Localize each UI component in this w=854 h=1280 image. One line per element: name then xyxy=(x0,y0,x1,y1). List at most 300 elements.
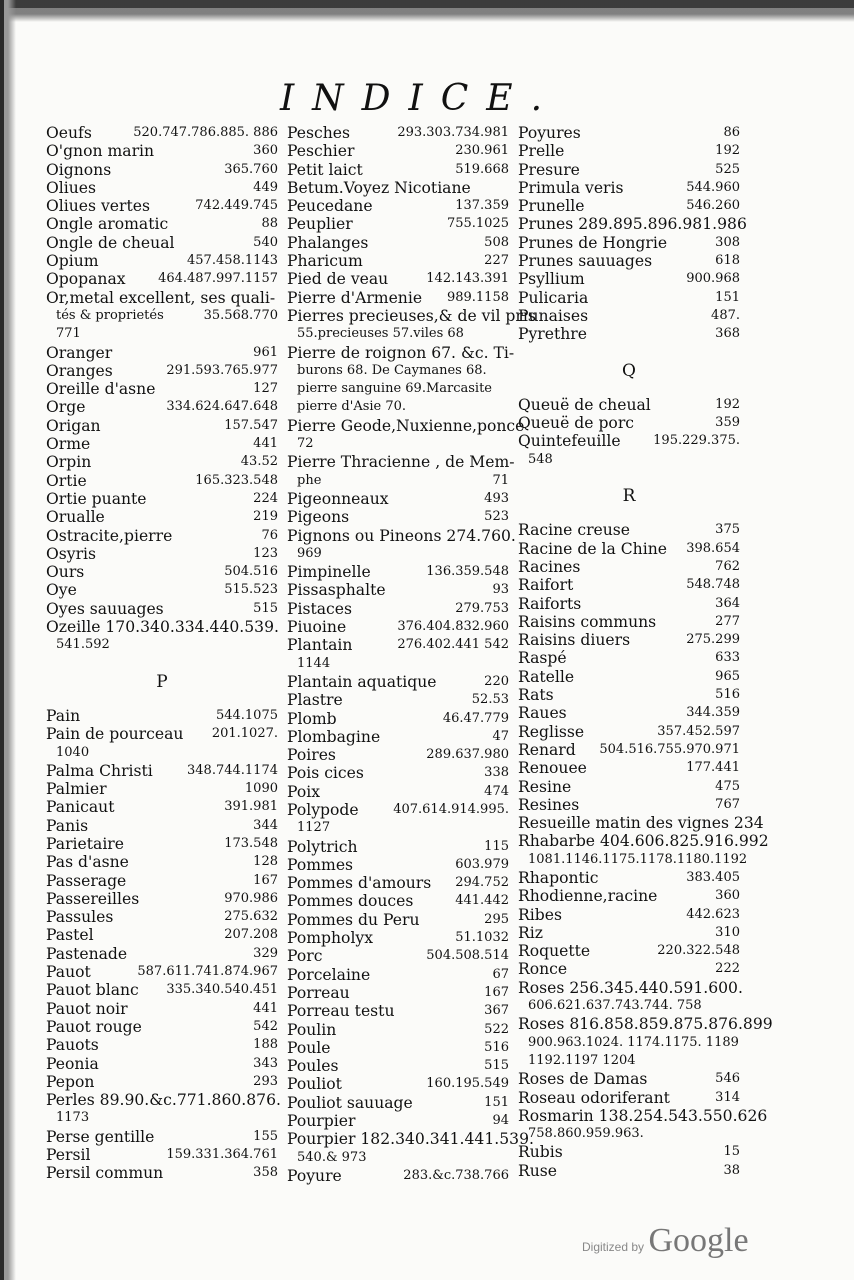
index-pages: 767 xyxy=(715,796,740,812)
index-term: Oliues xyxy=(46,178,97,197)
index-entry xyxy=(46,926,278,944)
index-entry xyxy=(46,380,278,398)
index-term: Roseau odoriferant xyxy=(518,1088,670,1107)
index-term: Pain xyxy=(46,706,81,725)
index-entry xyxy=(46,945,278,963)
index-term: Pigeons xyxy=(287,508,350,527)
index-entry xyxy=(518,1106,768,1125)
index-term: Pommes xyxy=(287,855,354,874)
index-entry xyxy=(518,924,740,942)
index-pages: 475 xyxy=(715,778,740,794)
index-pages: 289.637.980 xyxy=(426,747,509,763)
index-term: 548 xyxy=(528,451,553,467)
index-pages: 357.452.597 xyxy=(657,723,740,739)
index-pages: 368 xyxy=(715,326,740,342)
index-entry xyxy=(518,942,740,960)
index-pages: 227 xyxy=(484,253,509,269)
index-term: 969 xyxy=(297,545,322,561)
index-entry xyxy=(518,978,743,997)
digitized-label: Digitized by xyxy=(582,1240,645,1254)
scan-top-edge xyxy=(0,0,854,30)
index-entry xyxy=(518,1034,740,1052)
index-entry xyxy=(287,435,509,453)
index-term: Rats xyxy=(518,686,554,705)
index-term: Pulicaria xyxy=(518,288,589,307)
index-entry xyxy=(287,673,509,691)
index-entry xyxy=(287,984,509,1002)
index-entry xyxy=(46,798,278,816)
index-pages: 464.487.997.1157 xyxy=(158,271,278,287)
index-pages: 365.760 xyxy=(224,161,278,177)
index-entry xyxy=(46,307,278,325)
index-term: tés & proprietés xyxy=(56,307,164,323)
index-pages: 329 xyxy=(253,945,278,961)
index-term: Porreau xyxy=(287,983,350,1002)
index-entry xyxy=(287,343,515,362)
index-pages: 276.402.441 542 xyxy=(397,637,509,653)
index-pages: 546 xyxy=(715,1071,740,1087)
index-term: Ozeille 170.340.334.440.539. xyxy=(46,618,279,637)
index-term: Raisins diuers xyxy=(518,631,631,650)
index-term: Parietaire xyxy=(46,834,124,853)
index-term: Peschier xyxy=(287,142,355,161)
index-pages: 222 xyxy=(715,961,740,977)
index-term: Roquette xyxy=(518,942,591,961)
index-term: 1192.1197 1204 xyxy=(528,1052,636,1068)
index-term: phe xyxy=(297,472,322,488)
index-entry xyxy=(46,398,278,416)
index-entry xyxy=(287,1039,509,1057)
index-term: Ongle aromatic xyxy=(46,215,169,234)
index-pages: 360 xyxy=(715,888,740,904)
index-term: Panicaut xyxy=(46,798,115,817)
index-term: Or,metal excellent, ses quali- xyxy=(46,288,276,307)
index-entry xyxy=(46,142,278,160)
index-pages: 151 xyxy=(484,1094,509,1110)
index-pages: 293 xyxy=(253,1073,278,1089)
index-term: Pauots xyxy=(46,1036,99,1055)
index-term: Roses de Damas xyxy=(518,1070,648,1089)
index-term: Rhapontic xyxy=(518,868,599,887)
index-term: Ours xyxy=(46,563,85,582)
index-term: Queuë de cheual xyxy=(518,395,651,414)
index-entry xyxy=(287,545,509,563)
index-pages: 522 xyxy=(484,1021,509,1037)
index-entry xyxy=(287,764,509,782)
index-entry xyxy=(287,270,509,288)
index-pages: 398.654 xyxy=(686,540,740,556)
index-entry xyxy=(46,435,278,453)
index-term: Resine xyxy=(518,777,572,796)
index-entry xyxy=(46,453,278,471)
index-entry xyxy=(46,890,278,908)
index-pages: 970.986 xyxy=(224,890,278,906)
index-pages: 504.516.755.970.971 xyxy=(599,741,740,757)
index-pages: 360 xyxy=(253,143,278,159)
index-term: burons 68. De Caymanes 68. xyxy=(297,362,487,378)
index-term: Pois cices xyxy=(287,764,364,783)
index-term: Resueille matin des vignes 234 xyxy=(518,814,764,833)
index-entry xyxy=(518,613,740,631)
index-term: Persil xyxy=(46,1146,91,1165)
index-entry xyxy=(518,576,740,594)
index-entry xyxy=(46,762,278,780)
index-entry xyxy=(287,966,509,984)
index-term: Porc xyxy=(287,947,323,966)
index-entry xyxy=(287,1075,509,1093)
index-term: Ostracite,pierre xyxy=(46,526,173,545)
index-pages: 548.748 xyxy=(686,577,740,593)
index-entry xyxy=(287,1112,509,1130)
index-entry xyxy=(518,179,740,197)
index-pages: 508 xyxy=(484,234,509,250)
index-entry xyxy=(518,161,740,179)
index-term: Rubis xyxy=(518,1143,563,1162)
index-entry xyxy=(518,325,740,343)
index-entry xyxy=(518,704,740,722)
index-entry xyxy=(518,649,740,667)
index-pages: 192 xyxy=(715,396,740,412)
index-entry xyxy=(518,997,740,1015)
index-term: Porreau testu xyxy=(287,1002,395,1021)
index-pages: 94 xyxy=(492,1113,509,1129)
index-pages: 515 xyxy=(253,600,278,616)
index-pages: 294.752 xyxy=(455,875,509,891)
index-term: Plantain aquatique xyxy=(287,672,437,691)
index-entry xyxy=(46,1036,278,1054)
index-entry xyxy=(518,832,769,851)
index-pages: 391.981 xyxy=(224,799,278,815)
index-term: Pommes du Peru xyxy=(287,910,420,929)
index-entry xyxy=(46,490,278,508)
index-pages: 93 xyxy=(492,582,509,598)
index-pages: 220.322.548 xyxy=(657,943,740,959)
index-term: Passules xyxy=(46,908,114,927)
index-entry xyxy=(287,252,509,270)
index-term: Pierre Geode,Nuxienne,ponce xyxy=(287,416,525,435)
index-term: Ronce xyxy=(518,960,568,979)
index-term: Plantain xyxy=(287,636,353,655)
index-pages: 201.1027. xyxy=(211,726,278,742)
index-pages: 516 xyxy=(715,687,740,703)
index-term: Pignons ou Pineons 274.760. xyxy=(287,526,516,545)
index-pages: 67 xyxy=(492,966,509,982)
index-pages: 546.260 xyxy=(686,198,740,214)
index-pages: 474 xyxy=(484,783,509,799)
index-entry xyxy=(287,655,509,673)
index-pages: 230.961 xyxy=(455,143,509,159)
index-entry xyxy=(287,325,509,343)
index-term: Pommes d'amours xyxy=(287,874,432,893)
index-pages: 159.331.364.761 xyxy=(166,1147,278,1163)
index-entry xyxy=(518,595,740,613)
index-entry xyxy=(287,380,509,398)
index-term: Pierre de roignon 67. &c. Ti- xyxy=(287,343,515,362)
index-term: Passereilles xyxy=(46,889,140,908)
index-entry xyxy=(518,558,740,576)
index-pages: 291.593.765.977 xyxy=(166,362,278,378)
index-term: Racine de la Chine xyxy=(518,539,667,558)
index-pages: 544.1075 xyxy=(215,707,278,723)
index-entry xyxy=(287,142,509,160)
index-entry xyxy=(518,414,740,432)
index-entry xyxy=(287,892,509,910)
index-pages: 275.632 xyxy=(224,909,278,925)
index-term: Opium xyxy=(46,252,99,271)
index-pages: 516 xyxy=(484,1039,509,1055)
index-pages: 364 xyxy=(715,595,740,611)
index-entry xyxy=(46,1164,278,1182)
index-entry xyxy=(518,631,740,649)
index-pages: 383.405 xyxy=(686,869,740,885)
index-term: Betum.Voyez Nicotiane xyxy=(287,178,471,197)
index-entry xyxy=(518,759,740,777)
index-entry xyxy=(46,1055,278,1073)
index-term: Reglisse xyxy=(518,722,585,741)
index-term: Primula veris xyxy=(518,178,624,197)
index-term: Pesches xyxy=(287,124,351,142)
index-pages: 519.668 xyxy=(455,161,509,177)
index-term: Piuoine xyxy=(287,618,347,637)
index-pages: 540 xyxy=(253,234,278,250)
index-pages: 293.303.734.981 xyxy=(397,125,509,140)
index-term: Pompholyx xyxy=(287,929,374,948)
index-entry xyxy=(287,874,509,892)
index-term: 1040 xyxy=(56,744,90,760)
index-pages: 520.747.786.885. 886 xyxy=(133,125,278,140)
index-entry xyxy=(287,801,509,819)
index-entry xyxy=(518,960,740,978)
index-term: Ruse xyxy=(518,1161,558,1180)
index-pages: 314 xyxy=(715,1089,740,1105)
index-entry xyxy=(518,142,740,160)
index-term: Pigeonneaux xyxy=(287,489,389,508)
index-pages: 167 xyxy=(253,872,278,888)
index-term: Prunes 289.895.896.981.986 xyxy=(518,215,747,234)
index-term: Riz xyxy=(518,923,543,942)
index-term: Pierres precieuses,& de vil pris xyxy=(287,306,536,325)
index-term: Orualle xyxy=(46,508,105,527)
index-pages: 344 xyxy=(253,817,278,833)
index-pages: 137.359 xyxy=(455,198,509,214)
index-entry xyxy=(518,851,748,869)
index-entry xyxy=(46,981,278,999)
index-term: 1081.1146.1175.1178.1180.1192 xyxy=(528,851,748,867)
index-term: 1144 xyxy=(297,655,331,671)
index-pages: 493 xyxy=(484,490,509,506)
index-pages: 504.508.514 xyxy=(426,948,509,964)
index-term: Pastel xyxy=(46,926,94,945)
index-pages: 441 xyxy=(253,436,278,452)
index-term: Oyes sauuages xyxy=(46,599,164,618)
index-entry xyxy=(518,270,740,288)
index-term: Oeufs xyxy=(46,124,92,142)
digitized-watermark xyxy=(582,1222,749,1260)
index-entry xyxy=(287,856,509,874)
index-term: Ribes xyxy=(518,905,562,924)
index-term: Pied de veau xyxy=(287,270,389,289)
index-term: Ortie puante xyxy=(46,489,147,508)
index-pages: 224 xyxy=(253,490,278,506)
index-pages: 115 xyxy=(484,838,509,854)
index-term: Quintefeuille xyxy=(518,432,621,451)
index-term: Pissasphalte xyxy=(287,581,386,600)
index-term: Renouee xyxy=(518,759,587,778)
index-term: Roses 816.858.859.875.876.899 xyxy=(518,1015,773,1034)
index-entry xyxy=(46,270,278,288)
index-entry xyxy=(46,1128,278,1146)
index-pages: 155 xyxy=(253,1128,278,1144)
index-pages: 525 xyxy=(715,161,740,177)
index-pages: 275.299 xyxy=(686,632,740,648)
index-term: Prelle xyxy=(518,142,565,161)
index-pages: 515.523 xyxy=(224,582,278,598)
index-term: Porcelaine xyxy=(287,965,371,984)
index-pages: 755.1025 xyxy=(446,216,509,232)
index-term: Poix xyxy=(287,782,321,801)
index-entry xyxy=(287,526,516,545)
index-pages: 989.1158 xyxy=(446,289,509,305)
index-pages: 441 xyxy=(253,1000,278,1016)
index-term: Poule xyxy=(287,1038,331,1057)
index-entry xyxy=(287,234,509,252)
index-term: Pauot noir xyxy=(46,999,128,1018)
index-term: Pierre Thracienne , de Mem- xyxy=(287,453,515,472)
index-pages: 310 xyxy=(715,924,740,940)
index-entry xyxy=(287,1094,509,1112)
index-entry xyxy=(518,814,764,833)
index-entry xyxy=(46,725,278,743)
index-entry xyxy=(518,197,740,215)
index-entry xyxy=(518,1162,740,1180)
index-pages: 900.968 xyxy=(686,271,740,287)
index-entry xyxy=(46,1109,278,1127)
index-term: Raifort xyxy=(518,576,574,595)
index-pages: 128 xyxy=(253,854,278,870)
index-term: Raisins communs xyxy=(518,612,657,631)
index-pages: 603.979 xyxy=(455,856,509,872)
index-entry xyxy=(46,963,278,981)
index-pages: 359 xyxy=(715,415,740,431)
index-entry xyxy=(46,563,278,581)
index-pages: 1090 xyxy=(244,781,278,797)
index-entry xyxy=(518,778,740,796)
index-term: Rhabarbe 404.606.825.916.992 xyxy=(518,832,769,851)
index-entry xyxy=(287,563,509,581)
index-entry xyxy=(287,161,509,179)
index-entry xyxy=(46,527,278,545)
index-entry xyxy=(518,686,740,704)
index-entry xyxy=(46,252,278,270)
scan-left-edge xyxy=(0,0,16,1280)
index-term: Pierre d'Armenie xyxy=(287,288,423,307)
index-term: Perles 89.90.&c.771.860.876. xyxy=(46,1091,281,1110)
index-term: 606.621.637.743.744. 758 xyxy=(528,998,702,1014)
index-term: Passerage xyxy=(46,871,127,890)
index-term: Poules xyxy=(287,1057,339,1076)
index-pages: 442.623 xyxy=(686,906,740,922)
index-pages: 762 xyxy=(715,558,740,574)
index-entry xyxy=(287,1149,509,1167)
index-entry xyxy=(46,817,278,835)
index-pages: 515 xyxy=(484,1058,509,1074)
index-entry xyxy=(518,289,740,307)
index-pages: 192 xyxy=(715,143,740,159)
index-entry xyxy=(46,1146,278,1164)
index-entry xyxy=(287,306,536,325)
index-term: Polytrich xyxy=(287,837,358,856)
index-pages: 348.744.1174 xyxy=(187,762,278,778)
index-entry xyxy=(518,723,740,741)
index-entry xyxy=(46,780,278,798)
index-entry xyxy=(287,508,509,526)
index-term: Peonia xyxy=(46,1054,99,1073)
index-term: Renard xyxy=(518,740,576,759)
index-entry xyxy=(518,521,740,539)
index-term: Orge xyxy=(46,398,86,417)
index-pages: 407.614.914.995. xyxy=(393,801,509,817)
index-term: pierre sanguine 69.Marcasite xyxy=(297,381,492,397)
index-term: Ortie xyxy=(46,471,87,490)
index-entry xyxy=(287,490,509,508)
index-term: Plastre xyxy=(287,691,343,710)
index-pages: 277 xyxy=(715,613,740,629)
index-entry xyxy=(518,887,740,905)
index-term: Oignons xyxy=(46,160,112,179)
index-pages: 136.359.548 xyxy=(426,564,509,580)
section-letter: Q xyxy=(622,360,636,381)
index-pages: 283.&c.738.766 xyxy=(403,1167,509,1183)
index-entry xyxy=(518,396,740,414)
page-title: INDICE. xyxy=(279,78,561,119)
index-entry xyxy=(518,796,740,814)
index-term: Pommes douces xyxy=(287,892,414,911)
index-pages: 504.516 xyxy=(224,564,278,580)
index-pages: 961 xyxy=(253,344,278,360)
index-term: Presure xyxy=(518,160,580,179)
index-pages: 157.547 xyxy=(224,417,278,433)
index-entry xyxy=(46,417,278,435)
index-term: Raues xyxy=(518,704,567,723)
index-term: Pas d'asne xyxy=(46,853,129,872)
index-pages: 86 xyxy=(723,125,740,140)
index-pages: 279.753 xyxy=(455,600,509,616)
index-entry xyxy=(287,215,509,233)
index-entry xyxy=(46,872,278,890)
index-term: Pharicum xyxy=(287,252,363,271)
index-pages: 742.449.745 xyxy=(195,198,278,214)
index-entry xyxy=(287,472,509,490)
index-pages: 344.359 xyxy=(686,705,740,721)
index-pages: 358 xyxy=(253,1165,278,1181)
index-term: Petit laict xyxy=(287,160,363,179)
index-term: Pouliot xyxy=(287,1075,342,1094)
index-term: Palma Christi xyxy=(46,761,153,780)
index-pages: 457.458.1143 xyxy=(187,253,278,269)
index-entry xyxy=(46,707,278,725)
index-entry xyxy=(287,1130,534,1149)
index-entry xyxy=(46,472,278,490)
index-term: Perse gentille xyxy=(46,1127,155,1146)
index-term: Roses 256.345.440.591.600. xyxy=(518,978,743,997)
index-pages: 965 xyxy=(715,668,740,684)
index-entry xyxy=(46,124,278,142)
index-entry xyxy=(46,362,278,380)
index-pages: 167 xyxy=(484,984,509,1000)
index-term: O'gnon marin xyxy=(46,142,155,161)
index-term: Oranger xyxy=(46,343,113,362)
section-letter: R xyxy=(622,486,636,507)
